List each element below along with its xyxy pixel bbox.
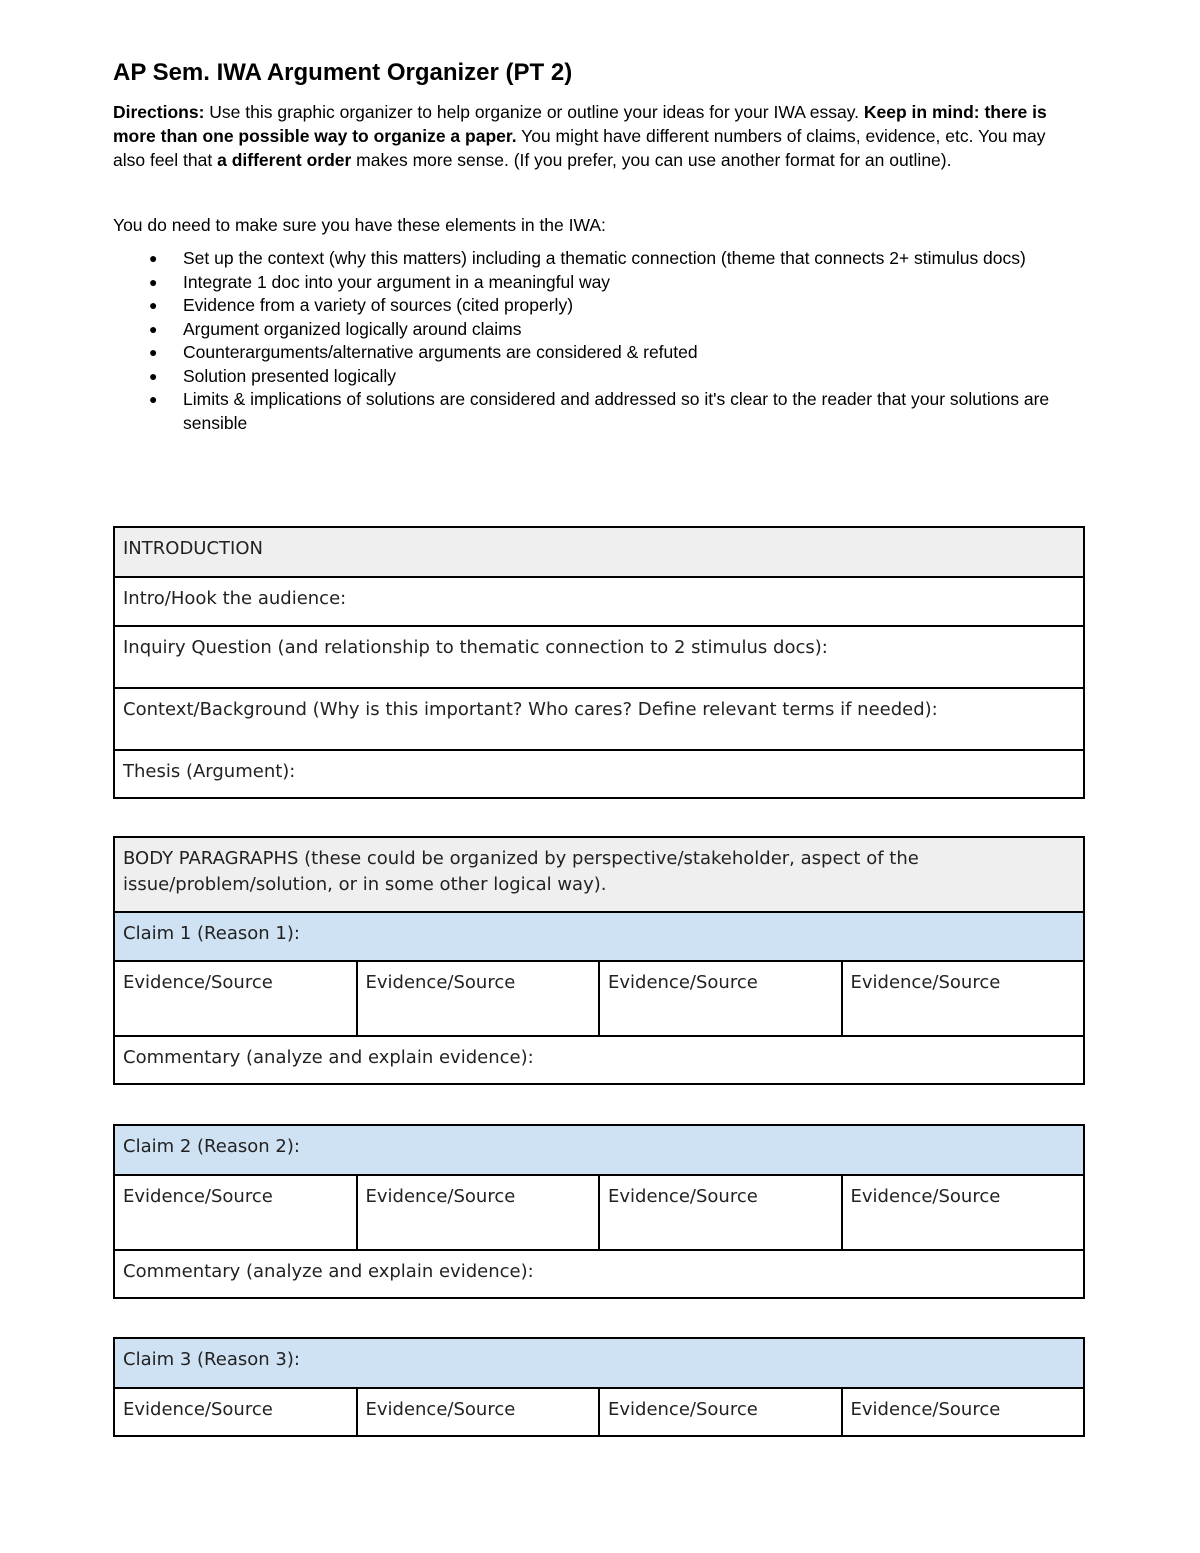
bullet-icon: ●	[149, 297, 158, 313]
claim-1-evidence-field[interactable]: Evidence/Source	[842, 961, 1085, 1036]
directions-paragraph	[113, 100, 1078, 172]
bullet-icon: ●	[149, 344, 158, 360]
body-paragraphs-header: BODY PARAGRAPHS (these could be organized by perspective/stakeholder, aspect of the issue/problem/solution, or in some other logical way).	[114, 837, 1084, 912]
requirement-item	[113, 294, 1083, 318]
page-title: AP Sem. IWA Argument Organizer (PT 2)	[113, 59, 573, 86]
requirements-intro: You do need to make sure you have these elements in the IWA:	[113, 215, 606, 235]
claim-2-evidence-field[interactable]: Evidence/Source	[114, 1175, 357, 1250]
requirement-item	[113, 318, 1083, 342]
claim-1-evidence-field[interactable]: Evidence/Source	[357, 961, 600, 1036]
bullet-icon: ●	[149, 273, 158, 290]
intro-hook-field[interactable]: Intro/Hook the audience:	[114, 577, 1084, 626]
introduction-table	[113, 526, 1085, 799]
claim-3-evidence-field[interactable]: Evidence/Source	[114, 1388, 357, 1436]
claim-3-evidence-field[interactable]: Evidence/Source	[842, 1388, 1085, 1436]
directions-bold-1: Keep in mind: there is more than one possible way to organize a paper.	[113, 102, 1047, 146]
requirement-text: Limits & implications of solutions are considered and addressed so it's clear to the reader that your solutions are sensible	[183, 389, 1050, 433]
thesis-field[interactable]: Thesis (Argument):	[114, 750, 1084, 798]
requirement-text: Integrate 1 doc into your argument in a meaningful way	[183, 271, 611, 292]
requirement-text: Evidence from a variety of sources (cited properly)	[183, 295, 574, 315]
bullet-icon: ●	[149, 320, 158, 337]
context-background-field[interactable]: Context/Background (Why is this important? Who cares? Define relevant terms if needed):	[114, 688, 1084, 750]
bullet-icon: ●	[149, 391, 158, 407]
requirement-item	[113, 341, 1083, 365]
claim-3-field[interactable]: Claim 3 (Reason 3):	[114, 1338, 1084, 1388]
requirement-text: Set up the context (why this matters) including a thematic connection (theme that connects 2+ stimulus docs)	[183, 248, 1026, 268]
claim-1-evidence-field[interactable]: Evidence/Source	[599, 961, 842, 1036]
requirement-item	[113, 271, 1083, 295]
directions-label: Directions:	[113, 102, 205, 122]
claim-3-evidence-field[interactable]: Evidence/Source	[357, 1388, 600, 1436]
claim-1-field[interactable]: Claim 1 (Reason 1):	[114, 912, 1084, 961]
claim-1-commentary-field[interactable]: Commentary (analyze and explain evidence):	[114, 1036, 1084, 1084]
claim-2-field[interactable]: Claim 2 (Reason 2):	[114, 1125, 1084, 1175]
requirement-item	[113, 388, 1083, 435]
directions-bold-2: a different order	[217, 150, 352, 170]
requirement-item	[113, 365, 1083, 389]
claim-2-evidence-field[interactable]: Evidence/Source	[599, 1175, 842, 1250]
claim-2-table	[113, 1124, 1085, 1299]
requirement-text: Counterarguments/alternative arguments are considered & refuted	[183, 342, 698, 362]
inquiry-question-field[interactable]: Inquiry Question (and relationship to thematic connection to 2 stimulus docs):	[114, 626, 1084, 688]
bullet-icon: ●	[149, 367, 158, 384]
directions-text-3: makes more sense. (If you prefer, you can use another format for an outline).	[351, 150, 952, 170]
claim-3-evidence-field[interactable]: Evidence/Source	[599, 1388, 842, 1436]
directions-text-2: You might have different numbers of claims, evidence, etc. You may also feel that	[113, 126, 1046, 170]
directions-text-1: Use this graphic organizer to help organize or outline your ideas for your IWA essay.	[204, 102, 864, 122]
body-claim-1-table	[113, 836, 1085, 1085]
requirement-text: Solution presented logically	[183, 365, 397, 386]
document-page	[113, 56, 1085, 435]
claim-2-commentary-field[interactable]: Commentary (analyze and explain evidence):	[114, 1250, 1084, 1298]
requirements-list	[113, 247, 1085, 435]
claim-3-table	[113, 1337, 1085, 1437]
claim-1-evidence-field[interactable]: Evidence/Source	[114, 961, 357, 1036]
bullet-icon: ●	[149, 250, 158, 266]
claim-2-evidence-field[interactable]: Evidence/Source	[842, 1175, 1085, 1250]
introduction-header: INTRODUCTION	[114, 527, 1084, 577]
claim-2-evidence-field[interactable]: Evidence/Source	[357, 1175, 600, 1250]
requirement-item	[113, 247, 1083, 271]
requirement-text: Argument organized logically around claims	[183, 318, 522, 339]
